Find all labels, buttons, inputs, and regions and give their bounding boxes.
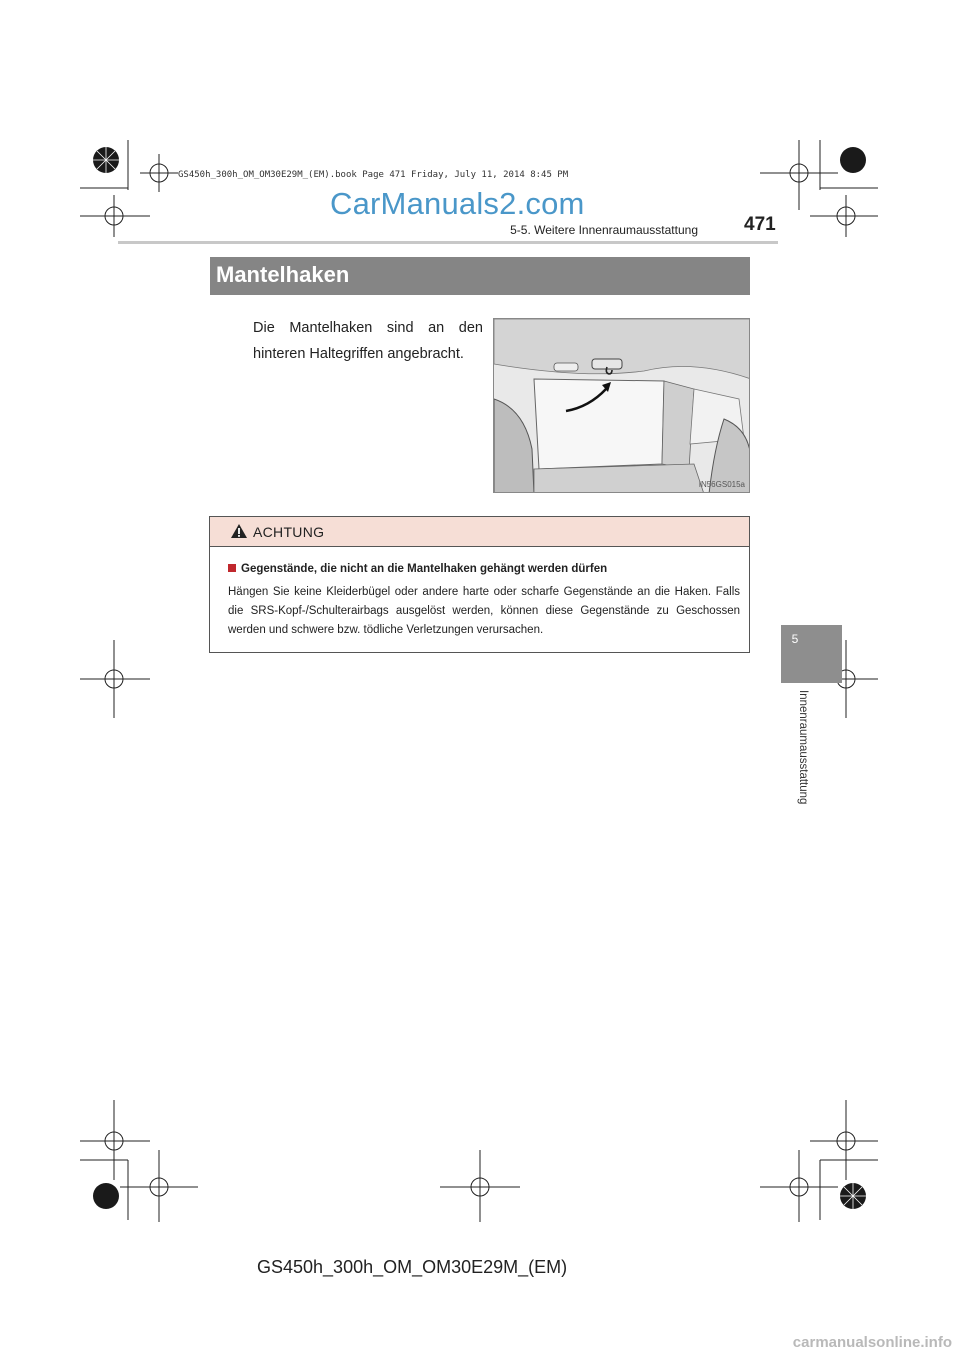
bullet-square-icon: [228, 564, 236, 572]
footer-site-watermark[interactable]: carmanualsonline.info: [792, 1334, 952, 1351]
warning-triangle-icon: [230, 523, 248, 539]
caution-item-title: [228, 563, 607, 575]
caution-box: [209, 516, 750, 653]
page-heading: Mantelhaken: [216, 262, 350, 287]
caution-header: [210, 517, 749, 547]
intro-text: Die Mantelhaken sind an den hinteren Haltegriffen angebracht.: [253, 320, 483, 362]
caution-title: ACHTUNG: [253, 524, 325, 540]
caution-item-title-text: Gegenstände, die nicht an die Mantelhaken gehängt werden dürfen: [241, 563, 608, 575]
caution-item-text: Hängen Sie keine Kleiderbügel oder andere harte oder scharfe Gegenstände an die Haken. Falls die SRS-Kopf-/Schulterairbags ausgelöst werden, können diese Gegenstände zu Geschossen werden und schwere bzw. tödliche Verletzungen verursachen.: [228, 586, 740, 636]
coat-hook-illustration: [493, 318, 750, 493]
book-info-line: GS450h_300h_OM_OM30E29M_(EM).book Page 471 Friday, July 11, 2014 8:45 PM: [178, 170, 569, 180]
footer-document-code: GS450h_300h_OM_OM30E29M_(EM): [257, 1257, 568, 1277]
page-number: 471: [744, 214, 776, 235]
car-interior-drawing: [494, 319, 750, 493]
section-title: 5-5. Weitere Innenraumausstattung: [510, 223, 698, 237]
watermark-logo[interactable]: CarManuals2.com: [330, 186, 585, 221]
chapter-side-label: Innenraumausstattung: [797, 690, 809, 805]
header-rule: [118, 241, 778, 244]
figure-code: IN56GS015a: [698, 480, 745, 489]
chapter-number: 5: [791, 632, 799, 646]
